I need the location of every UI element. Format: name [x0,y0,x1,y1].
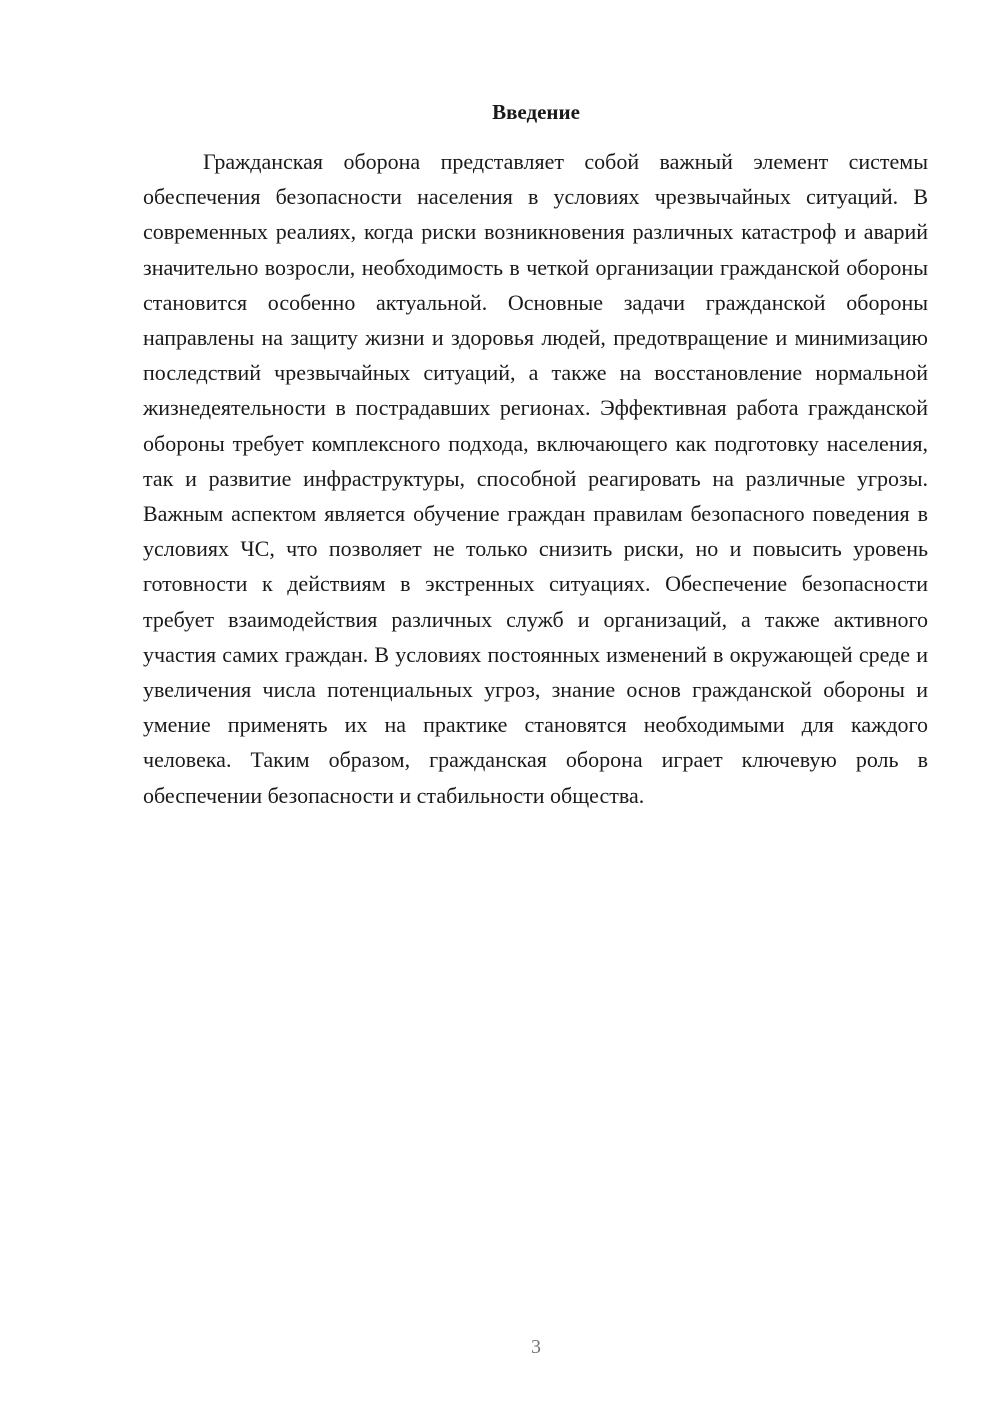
page-number: 3 [531,1336,541,1358]
body-paragraph: Гражданская оборона представляет собой важный элемент системы обеспечения безопасности населения в условиях чрезвычайных ситуаций. В современных реалиях, когда риски возникновения различных катастроф и аварий значительно возросли, необходимость в четкой организации гражданской обороны становится особенно актуальной. Основные задачи гражданской обороны направлены на защиту жизни и здоровья людей, предотвращение и минимизацию последствий чрезвычайных ситуаций, а также на восстановление нормальной жизнедеятельности в пострадавших регионах. Эффективная работа гражданской обороны требует комплексного подхода, включающего как подготовку населения, так и развитие инфраструктуры, способной реагировать на различные угрозы. Важным аспектом является обучение граждан правилам безопасного поведения в условиях ЧС, что позволяет не только снизить риски, но и повысить уровень готовности к действиям в экстренных ситуациях. Обеспечение безопасности требует взаимодействия различных служб и организаций, а также активного участия самих граждан. В условиях постоянных изменений в окружающей среде и увеличения числа потенциальных угроз, знание основ гражданской обороны и умение применять их на практике становятся необходимыми для каждого человека. Таким образом, гражданская оборона играет ключевую роль в обеспечении безопасности и стабильности общества. [143,149,928,808]
section-heading: Введение [492,100,580,124]
